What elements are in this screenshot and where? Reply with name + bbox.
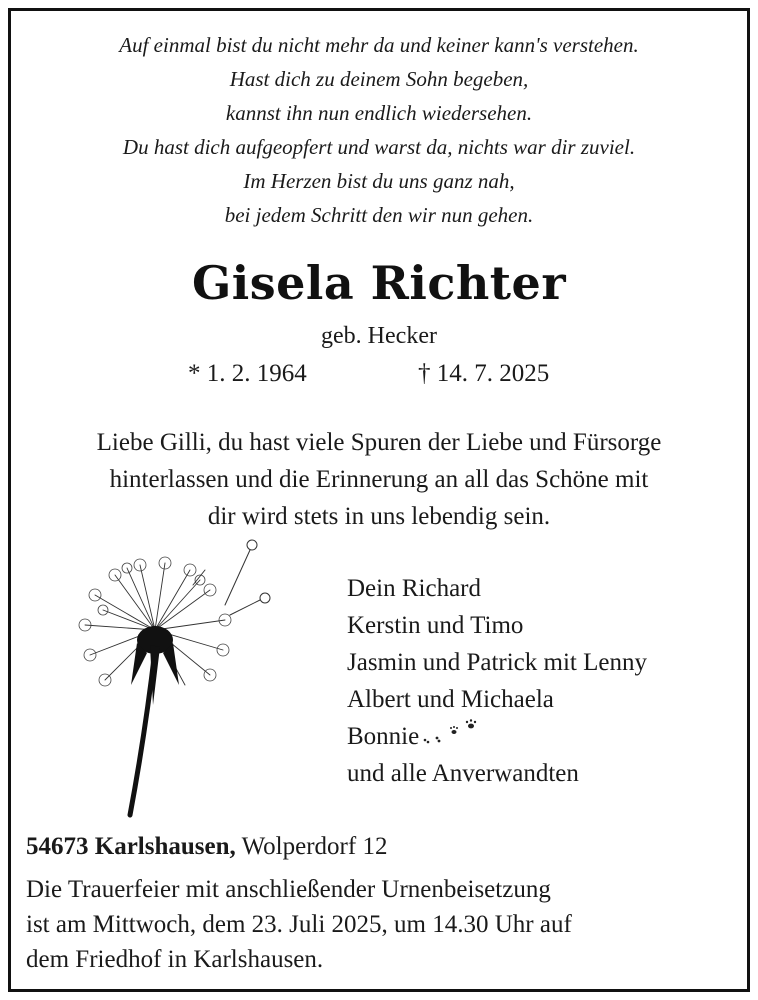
signer: Jasmin und Patrick mit Lenny [347, 649, 647, 676]
dandelion-illustration [75, 535, 275, 820]
death-symbol: † [418, 360, 431, 387]
funeral-line: Die Trauerfeier mit anschließender Urnenbeisetzung [26, 876, 551, 903]
birth-date-line [188, 360, 307, 388]
funeral-line: ist am Mittwoch, dem 23. Juli 2025, um 14.30 Uhr auf [26, 911, 572, 938]
address [26, 833, 387, 861]
death-date-line [418, 360, 549, 388]
signer: Kerstin und Timo [347, 612, 524, 639]
address-street: Wolperdorf 12 [241, 833, 388, 860]
poem-line: Auf einmal bist du nicht mehr da und keiner kann's verstehen. [119, 33, 639, 57]
poem-line: Hast dich zu deinem Sohn begeben, [229, 67, 529, 91]
funeral-line: dem Friedhof in Karlshausen. [26, 946, 324, 973]
message-line: hinterlassen und die Erinnerung an all das Schöne mit [109, 466, 649, 493]
farewell-message [0, 424, 758, 535]
signer: und alle Anverwandten [347, 760, 579, 787]
funeral-info [26, 872, 572, 977]
address-city: 54673 Karlshausen, [26, 833, 236, 860]
poem [0, 28, 758, 232]
poem-line: bei jedem Schritt den wir nun gehen. [224, 203, 534, 227]
maiden-name: geb. Hecker [321, 323, 437, 349]
poem-line: kannst ihn nun endlich wiedersehen. [225, 101, 533, 125]
birth-date: 1. 2. 1964 [206, 360, 307, 387]
message-line: dir wird stets in uns lebendig sein. [207, 503, 551, 530]
deceased-name: Gisela Richter [191, 256, 567, 310]
signer: Albert und Michaela [347, 686, 554, 713]
signers-list [347, 570, 647, 792]
signer: Bonnie [347, 723, 420, 750]
signer: Dein Richard [347, 575, 481, 602]
poem-line: Im Herzen bist du uns ganz nah, [243, 169, 515, 193]
message-line: Liebe Gilli, du hast viele Spuren der Liebe und Fürsorge [96, 429, 662, 456]
paw-prints-icon [419, 718, 489, 748]
poem-line: Du hast dich aufgeopfert und warst da, nichts war dir zuviel. [122, 135, 636, 159]
death-date: 14. 7. 2025 [436, 360, 550, 387]
signer-with-paws [347, 718, 647, 755]
birth-symbol: * [188, 360, 201, 387]
